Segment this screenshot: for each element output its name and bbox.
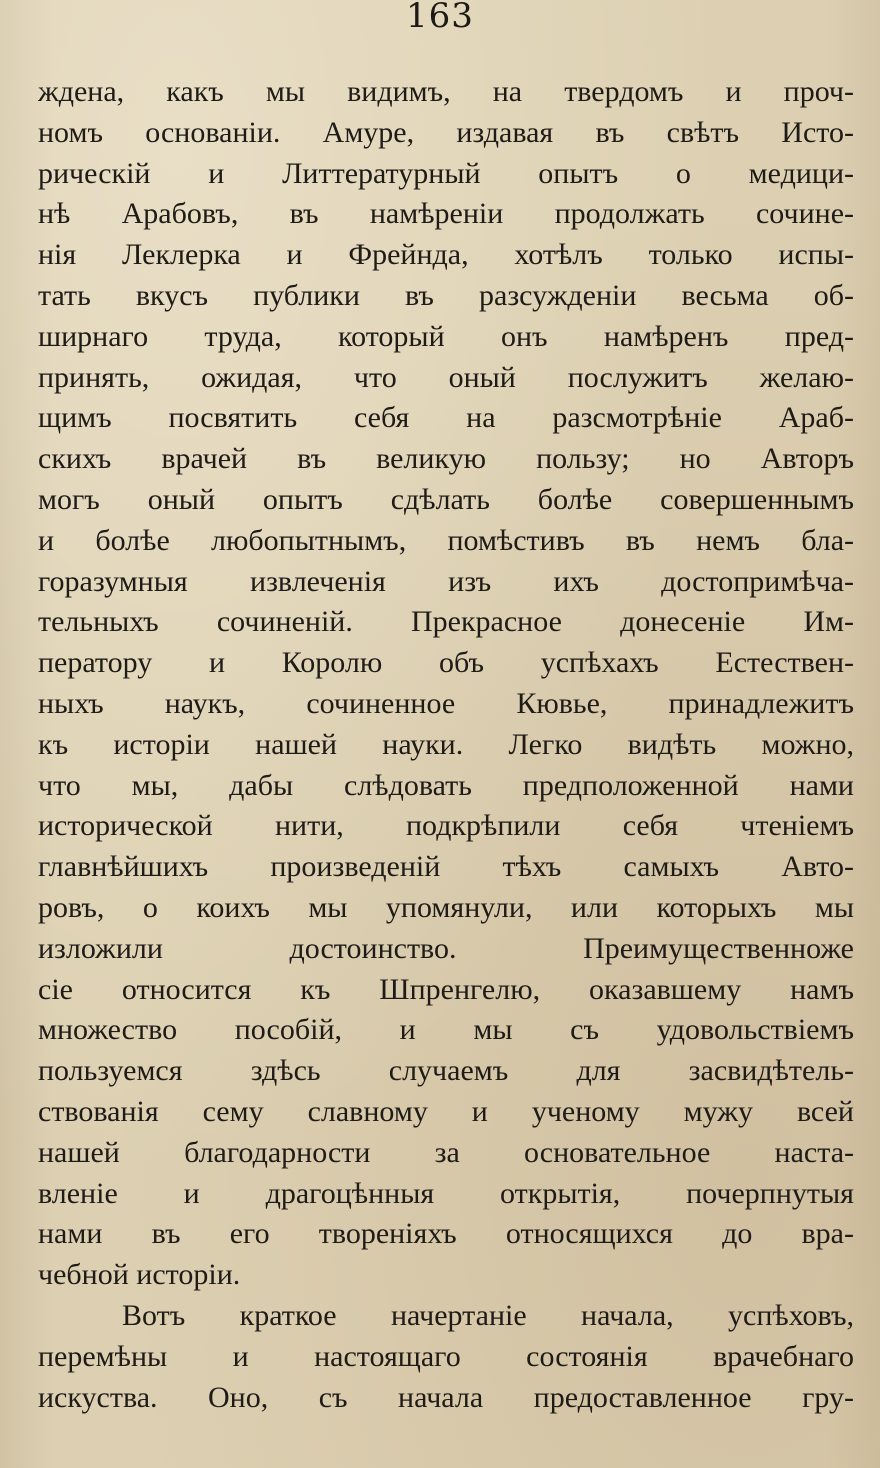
text-line: ровъ, о коихъ мы упомянули, или которыхъ мы — [38, 890, 854, 924]
text-line: вленiе и драгоцѣнныя открытiя, почерпнутыя — [38, 1176, 854, 1210]
text-line: искуства. Оно, съ начала предоставленное гру- — [38, 1380, 854, 1414]
text-line: нами въ его творенiяхъ относящихся до вра- — [38, 1217, 854, 1251]
text-line: множество пособiй, и мы съ удовольствiемъ — [38, 1013, 854, 1047]
text-line: ствованiя сему славному и ученому мужу всей — [38, 1094, 854, 1128]
text-line: изложили достоинство. Преимущественноже — [38, 931, 854, 965]
page-number: 163 — [406, 0, 474, 36]
text-line: ныхъ наукъ, сочиненное Кювье, принадлежитъ — [38, 686, 854, 720]
text-line: горазумныя извлеченiя изъ ихъ достопримѣча- — [38, 564, 854, 598]
text-line: рическiй и Литтературный опытъ о медици- — [38, 156, 854, 190]
text-line: къ исторiи нашей науки. Легко видѣть можно, — [38, 727, 854, 761]
text-line: исторической нити, подкрѣпили себя чтенiемъ — [38, 809, 854, 843]
text-line: ператору и Королю объ успѣхахъ Естествен- — [38, 646, 854, 680]
text-line: перемѣны и настоящаго состоянiя врачебнаго — [38, 1339, 854, 1373]
text-line: что мы, дабы слѣдовать предположенной нами — [38, 768, 854, 802]
text-line: тельныхъ сочиненiй. Прекрасное донесенiе Им- — [38, 605, 854, 639]
text-line: Вотъ краткое начертанiе начала, успѣховъ, — [122, 1298, 854, 1332]
text-line: тать вкусъ публики въ разсужденiи весьма об- — [38, 278, 854, 312]
text-line: скихъ врачей въ великую пользу; но Авторъ — [38, 442, 854, 476]
text-line: могъ оный опытъ сдѣлать болѣе совершеннымъ — [38, 482, 854, 516]
text-line: нiя Леклерка и Фрейнда, хотѣлъ только испы- — [38, 238, 854, 272]
text-line: нашей благодарности за основательное наста- — [38, 1135, 854, 1169]
text-line: принять, ожидая, что оный послужитъ желаю- — [38, 360, 854, 394]
text-line: ширнаго труда, который онъ намѣренъ пред- — [38, 319, 854, 353]
text-line: сiе относится къ Шпренгелю, оказавшему намъ — [38, 972, 854, 1006]
text-line: главнѣйшихъ произведенiй тѣхъ самыхъ Авто- — [38, 850, 854, 884]
text-line: номъ основанiи. Амуре, издавая въ свѣтъ Исто- — [38, 115, 854, 149]
text-line: щимъ посвятить себя на разсмотрѣнiе Араб- — [38, 401, 854, 435]
text-line: и болѣе любопытнымъ, помѣстивъ въ немъ бла- — [38, 523, 854, 557]
text-line: пользуемся здѣсь случаемъ для засвидѣтель- — [38, 1054, 854, 1088]
text-line: нѣ Арабовъ, въ намѣренiи продолжать сочине- — [38, 197, 854, 231]
body-text — [38, 72, 854, 1418]
text-line: ждена, какъ мы видимъ, на твердомъ и проч- — [38, 75, 854, 108]
text-line: чебной исторiи. — [38, 1258, 241, 1292]
